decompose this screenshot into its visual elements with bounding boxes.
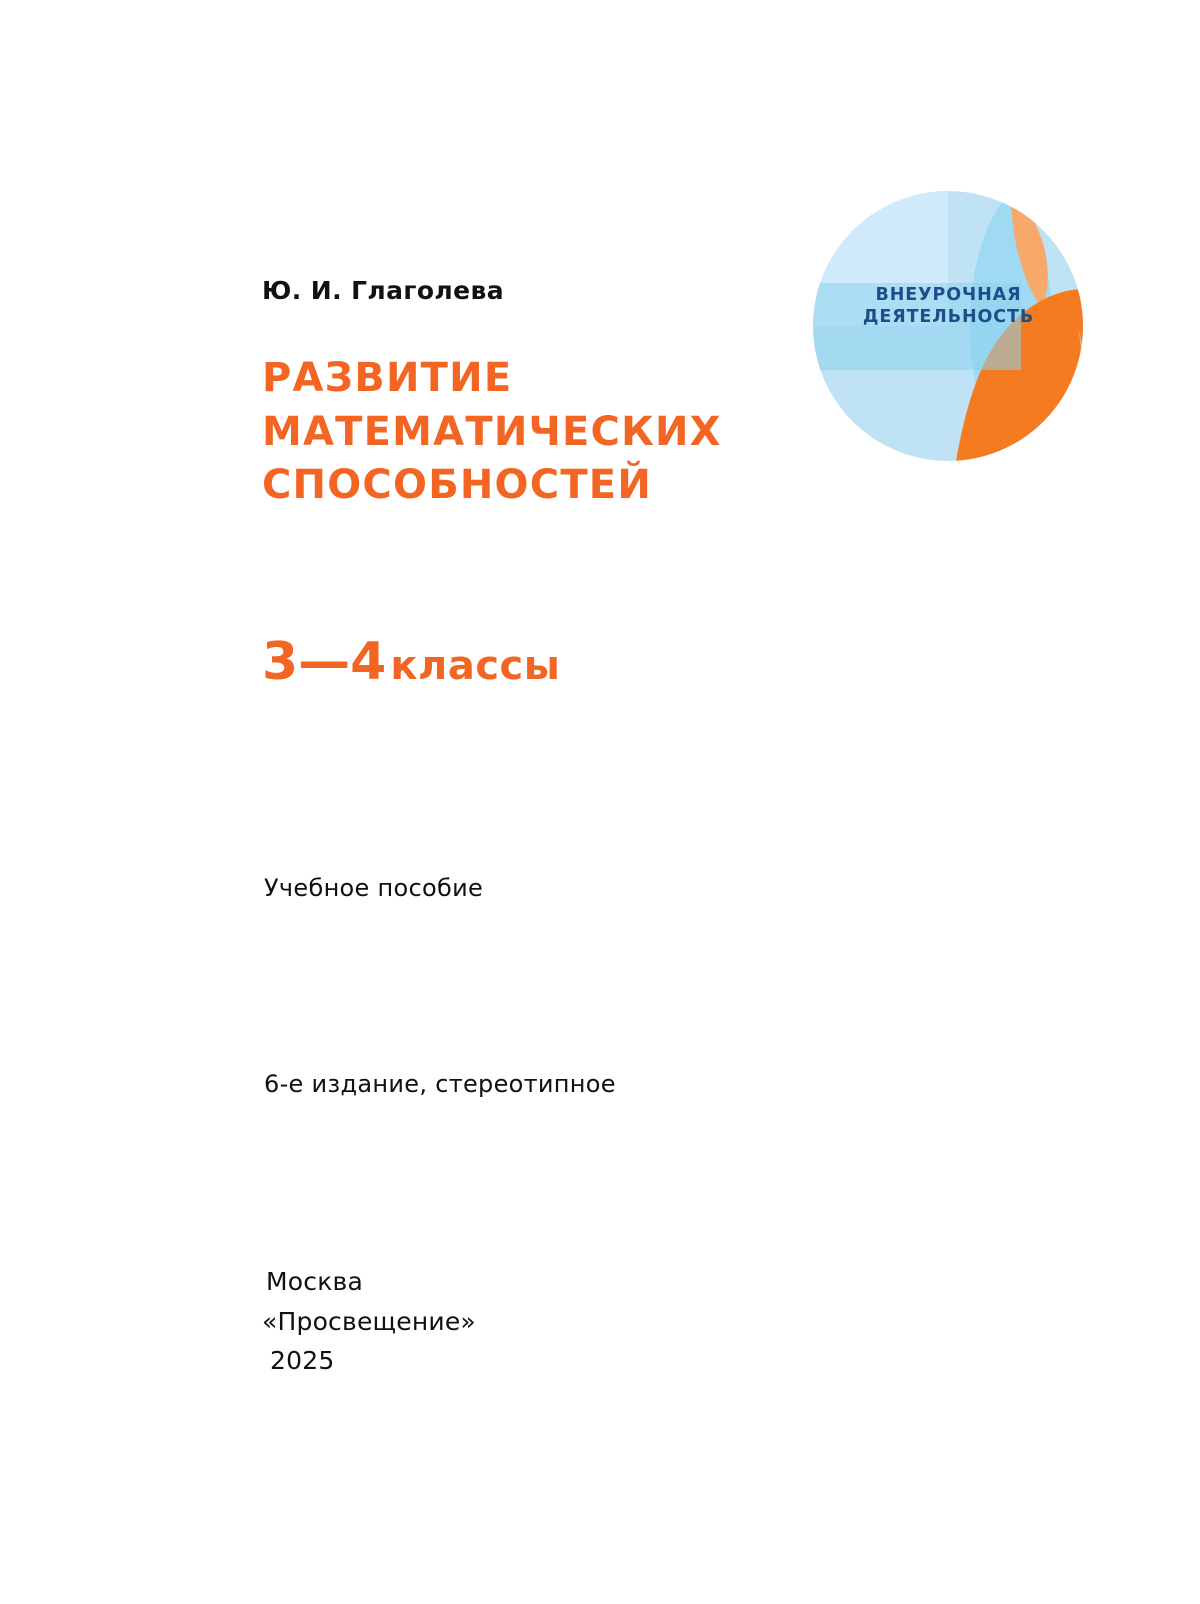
book-title-line-1: РАЗВИТИЕ: [262, 355, 513, 401]
book-title: [262, 352, 882, 513]
imprint-city: Москва: [266, 1267, 363, 1296]
author-name: Ю. И. Глаголева: [262, 276, 504, 305]
book-title-line-2: МАТЕМАТИЧЕСКИХ: [262, 408, 722, 455]
grade-range-number: 3—4: [262, 632, 387, 692]
book-title-line-3: СПОСОБНОСТЕЙ: [262, 462, 653, 509]
imprint: [262, 1262, 476, 1381]
imprint-year: 2025: [270, 1346, 335, 1375]
publication-type: Учебное пособие: [264, 874, 484, 902]
logo-caption-line1: ВНЕУРОЧНАЯ: [875, 285, 1022, 305]
grade-range: [262, 632, 560, 692]
edition-info: 6-е издание, стереотипное: [264, 1070, 616, 1098]
grade-range-word: классы: [390, 643, 561, 689]
imprint-publisher: «Просвещение»: [262, 1306, 476, 1336]
logo-caption-line2: ДЕЯТЕЛЬНОСТЬ: [862, 307, 1035, 328]
